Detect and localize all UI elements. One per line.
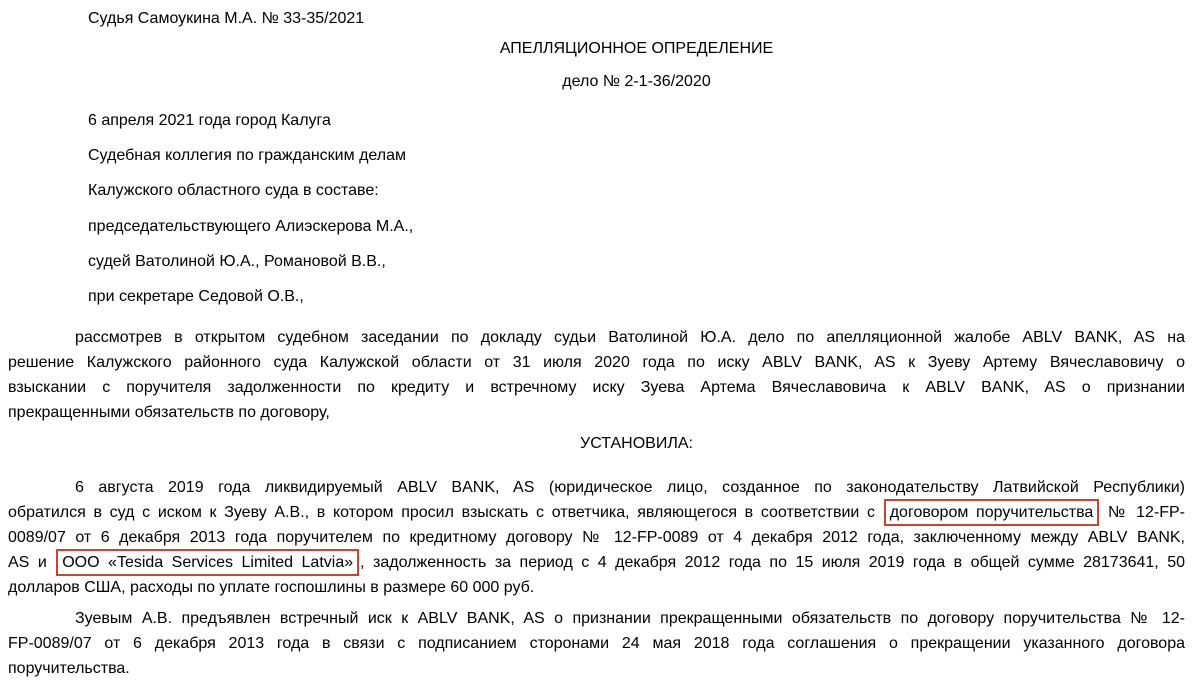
panel-line: Судебная коллегия по гражданским делам [88,147,406,164]
facts-paragraph [8,475,1185,600]
line-text: AS и [8,554,56,571]
paragraph-line: долларов США, расходы по уплате госпошлины в размере 60 000 руб. [8,579,535,596]
section-heading: УСТАНОВИЛА: [580,435,693,452]
judge-case-line: Судья Самоукина М.А. № 33-35/2021 [88,10,365,27]
case-number-line: дело № 2-1-36/2020 [562,73,711,90]
line-text: обратился в суд с иском к Зуеву А.В., в котором просил взыскать с ответчика, являющегося в соответствии с [8,504,883,521]
paragraph-line: 0089/07 от 6 декабря 2013 года поручителем по кредитному договору № 12-FP-0089 от 4 декабря 2012 года, заключенному между ABLV BANK, [8,529,1185,546]
paragraph-line: 6 августа 2019 года ликвидируемый ABLV BANK, AS (юридическое лицо, созданное по законодательству Латвийской Республики) [75,479,1185,496]
counterclaim-paragraph [8,606,1185,681]
highlight-box-company-name: ООО «Tesida Services Limited Latvia» [56,549,359,576]
paragraph-line: Зуевым А.В. предъявлен встречный иск к ABLV BANK, AS о признании прекращенными обязательств по договору поручительства № 12- [75,610,1185,627]
paragraph-line: взыскании с поручителя задолженности по кредиту и встречному иску Зуева Артема Вячеславовича к ABLV BANK, AS о признании [8,379,1185,396]
paragraph-line: поручительства. [8,660,130,677]
highlight-box-suretyship-contract: договором поручительства [884,499,1100,526]
paragraph-line [8,550,1185,575]
document-title: АПЕЛЛЯЦИОННОЕ ОПРЕДЕЛЕНИЕ [499,40,774,57]
paragraph-line: решение Калужского районного суда Калужской области от 31 июля 2020 года по иску ABLV BANK, AS к Зуеву Артему Вячеславовичу о [8,354,1185,371]
paragraph-line: прекращенными обязательств по договору, [8,404,330,421]
panel-line: судей Ватолиной Ю.А., Романовой В.В., [88,253,386,270]
paragraph-line: FP-0089/07 от 6 декабря 2013 года в связи с подписанием сторонами 24 мая 2018 года соглашения о прекращении указанного договора [8,635,1185,652]
panel-line: Калужского областного суда в составе: [88,182,379,199]
panel-line: председательствующего Алиэскерова М.А., [88,218,414,235]
line-text: № 12-FP- [1100,504,1185,521]
panel-line: при секретаре Седовой О.В., [88,288,304,305]
paragraph-line [8,500,1185,525]
line-text: , задолженность за период с 4 декабря 2012 года по 15 июля 2019 года в общей сумме 28173641, 50 [360,554,1186,571]
intro-paragraph [8,325,1185,425]
paragraph-line: рассмотрев в открытом судебном заседании по докладу судьи Ватолиной Ю.А. дело по апелляционной жалобе ABLV BANK, AS на [75,329,1185,346]
date-place-line: 6 апреля 2021 года город Калуга [88,112,331,129]
